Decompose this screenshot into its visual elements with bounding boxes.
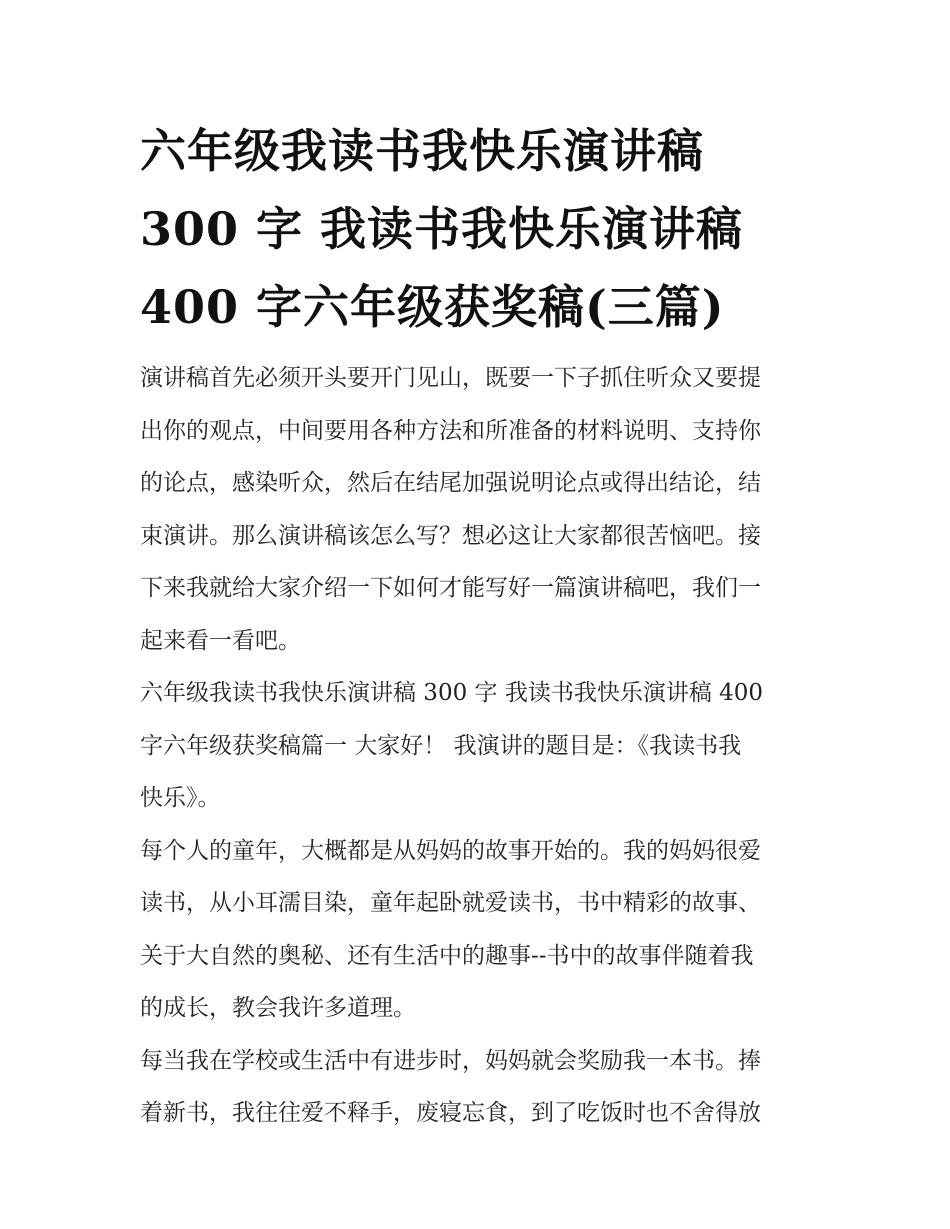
body-line: 束演讲。那么演讲稿该怎么写？想必这让大家都很苦恼吧。接 — [140, 522, 761, 549]
body-line: 下来我就给大家介绍一下如何才能写好一篇演讲稿吧，我们一 — [140, 575, 761, 601]
body-line: 读书，从小耳濡目染，童年起卧就爱读书，书中精彩的故事、 — [140, 890, 761, 916]
body-line: 出你的观点，中间要用各种方法和所准备的材料说明、支持你 — [140, 417, 761, 444]
body-line: 着新书，我往往爱不释手，废寝忘食，到了吃饭时也不舍得放 — [140, 1100, 761, 1126]
body-line: 快乐》。 — [140, 785, 221, 811]
title-line-2: 300 字 我读书我快乐演讲稿 — [140, 202, 744, 256]
document-body — [140, 352, 815, 1140]
title-line-1: 六年级我读书我快乐演讲稿 — [140, 124, 704, 178]
body-line: 字六年级获奖稿篇一 大家好！ 我演讲的题目是：《我读书我 — [140, 732, 742, 759]
document-title — [140, 112, 840, 346]
body-line: 六年级我读书我快乐演讲稿 300 字 我读书我快乐演讲稿 400 — [140, 680, 764, 706]
body-line: 的成长，教会我许多道理。 — [140, 995, 416, 1021]
title-line-3: 400 字六年级获奖稿(三篇) — [140, 280, 725, 334]
body-line: 每个人的童年，大概都是从妈妈的故事开始的。我的妈妈很爱 — [140, 837, 761, 864]
body-line: 起来看一看吧。 — [140, 627, 301, 654]
body-line: 关于大自然的奥秘、还有生活中的趣事--书中的故事伴随着我 — [140, 942, 754, 969]
body-line: 每当我在学校或生活中有进步时，妈妈就会奖励我一本书。捧 — [140, 1047, 761, 1074]
body-line: 的论点，感染听众，然后在结尾加强说明论点或得出结论，结 — [140, 470, 761, 496]
body-line: 演讲稿首先必须开头要开门见山，既要一下子抓住听众又要提 — [140, 365, 761, 391]
